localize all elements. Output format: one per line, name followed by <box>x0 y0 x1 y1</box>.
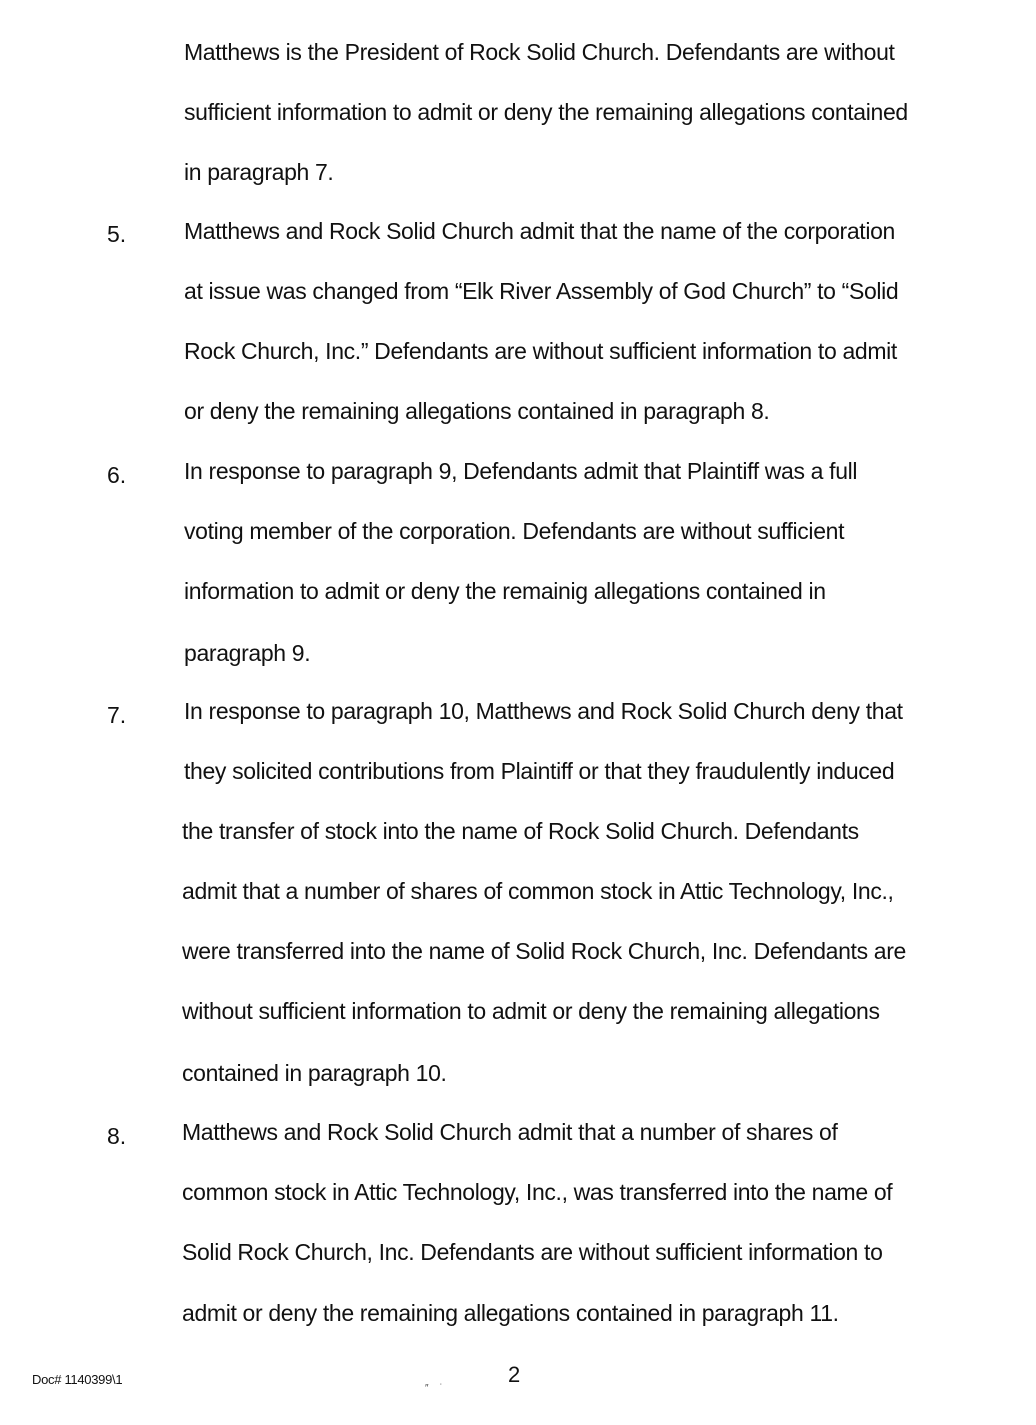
text-line: information to admit or deny the remainig allegations contained in <box>184 578 826 604</box>
text-line: admit or deny the remaining allegations contained in paragraph 11. <box>182 1300 839 1326</box>
paragraph-number: 8. <box>107 1123 127 1149</box>
text-line: Matthews and Rock Solid Church admit that the name of the corporation <box>184 218 895 244</box>
text-line: Rock Church, Inc.” Defendants are without sufficient information to admit <box>184 338 897 364</box>
text-line: Solid Rock Church, Inc. Defendants are without sufficient information to <box>182 1239 883 1265</box>
text-line: Matthews is the President of Rock Solid Church. Defendants are without <box>184 39 895 65</box>
text-line: common stock in Attic Technology, Inc., was transferred into the name of <box>182 1179 893 1205</box>
paragraph-number: 7. <box>107 702 127 728</box>
text-line: admit that a number of shares of common stock in Attic Technology, Inc., <box>182 878 894 904</box>
text-line: in paragraph 7. <box>184 159 334 185</box>
text-line: were transferred into the name of Solid Rock Church, Inc. Defendants are <box>182 938 906 964</box>
text-line: paragraph 9. <box>184 640 311 666</box>
text-line: without sufficient information to admit or deny the remaining allegations <box>182 998 880 1024</box>
paragraph-number: 6. <box>107 462 127 488</box>
text-line: contained in paragraph 10. <box>182 1060 447 1086</box>
scan-speck-marks: ″ ˙ <box>425 1383 443 1394</box>
document-id: Doc# 1140399\1 <box>32 1372 123 1387</box>
page-number: 2 <box>508 1362 521 1387</box>
text-line: at issue was changed from “Elk River Assembly of God Church” to “Solid <box>184 278 899 304</box>
text-line: they solicited contributions from Plaintiff or that they fraudulently induced <box>184 758 895 784</box>
text-line: the transfer of stock into the name of Rock Solid Church. Defendants <box>182 818 859 844</box>
text-line: or deny the remaining allegations contained in paragraph 8. <box>184 398 770 424</box>
text-line: Matthews and Rock Solid Church admit that a number of shares of <box>182 1119 838 1145</box>
text-line: voting member of the corporation. Defendants are without sufficient <box>184 518 845 544</box>
text-line: In response to paragraph 9, Defendants admit that Plaintiff was a full <box>184 458 858 484</box>
paragraph-number: 5. <box>107 221 127 247</box>
text-line: sufficient information to admit or deny the remaining allegations contained <box>184 99 908 125</box>
text-line: In response to paragraph 10, Matthews and Rock Solid Church deny that <box>184 698 903 724</box>
